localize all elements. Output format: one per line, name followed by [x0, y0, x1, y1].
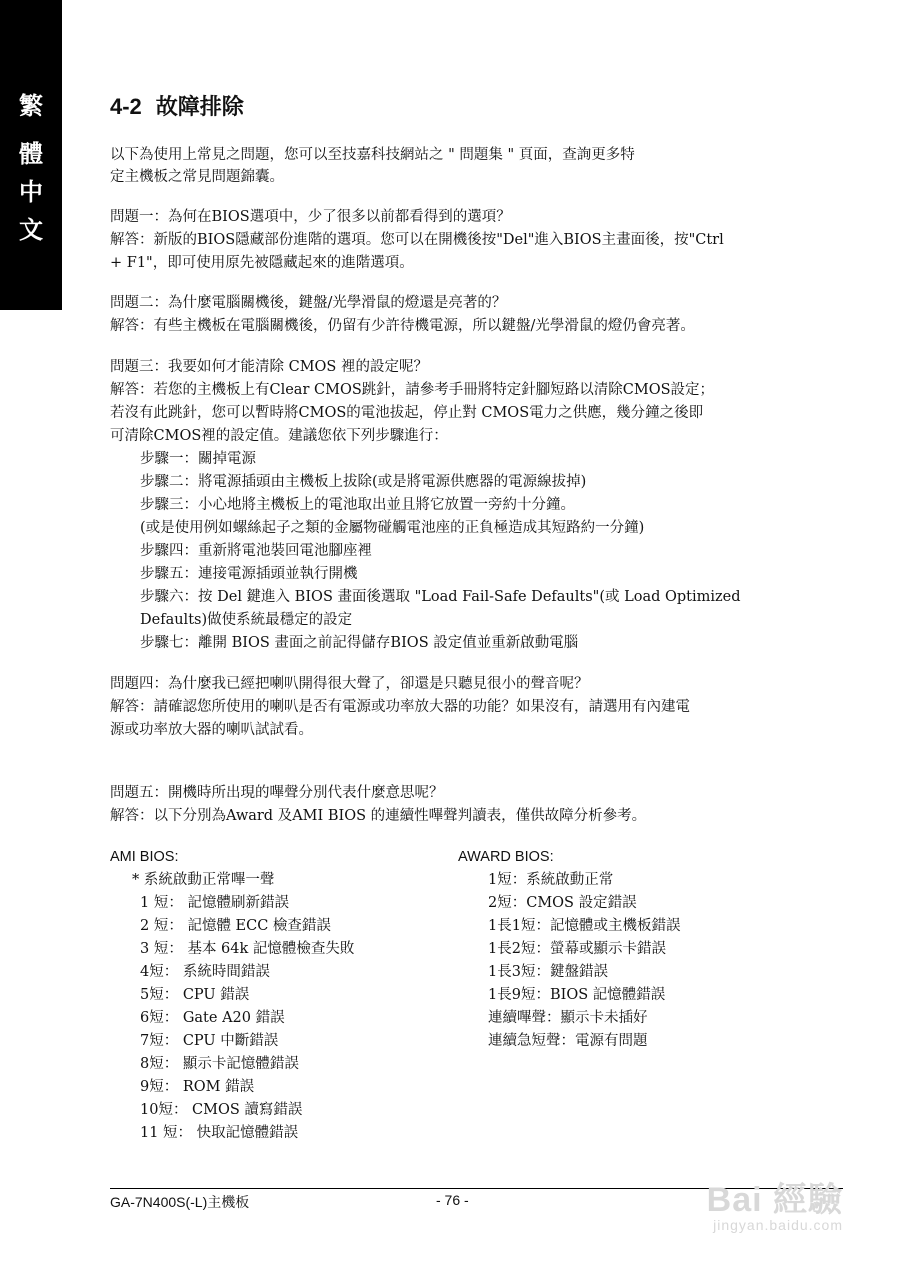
language-tab-char: 繁 [19, 91, 43, 120]
award-beep-code: 連續嗶聲：顯示卡未插好 [488, 1010, 648, 1026]
ami-beep-code: 6短： Gate A20 錯誤 [140, 1010, 285, 1026]
watermark-brand: Bai 經驗 [706, 1181, 843, 1219]
answer-4-line: 解答：請確認您所使用的喇叭是否有電源或功率放大器的功能？如果沒有，請選用有內建電 [110, 699, 690, 715]
step-item: 步驟三：小心地將主機板上的電池取出並且將它放置一旁約十分鐘。 [140, 497, 575, 513]
answer-2-line: 解答：有些主機板在電腦關機後，仍留有少許待機電源，所以鍵盤/光學滑鼠的燈仍會亮著。 [110, 318, 695, 334]
award-beep-code: 2短：CMOS 設定錯誤 [488, 895, 637, 911]
award-beep-code: 1長3短：鍵盤錯誤 [488, 964, 608, 980]
language-tab [0, 0, 62, 310]
award-beep-code: 1長9短：BIOS 記憶體錯誤 [488, 987, 666, 1003]
answer-1-line: + F1"，即可使用原先被隱藏起來的進階選項。 [110, 255, 414, 271]
ami-beep-code: 1 短： 記憶體刷新錯誤 [140, 895, 289, 911]
question-5: 問題五：開機時所出現的嗶聲分別代表什麼意思呢？ [110, 785, 444, 801]
ami-bios-heading: AMI BIOS: [110, 849, 179, 865]
step-item: 步驟四：重新將電池裝回電池腳座裡 [140, 543, 372, 559]
question-1: 問題一：為何在BIOS選項中，少了很多以前都看得到的選項？ [110, 209, 511, 225]
question-4: 問題四：為什麼我已經把喇叭開得很大聲了，卻還是只聽見很小的聲音呢？ [110, 676, 589, 692]
step-item: 步驟五：連接電源插頭並執行開機 [140, 566, 358, 582]
section-title [110, 90, 244, 121]
language-tab-char: 體 [19, 139, 43, 168]
answer-3-line: 可清除CMOS裡的設定值。建議您依下列步驟進行： [110, 428, 448, 444]
award-beep-code: 連續急短聲：電源有問題 [488, 1033, 648, 1049]
ami-beep-code: 2 短： 記憶體 ECC 檢查錯誤 [140, 918, 331, 934]
step-item: 步驟二：將電源插頭由主機板上拔除(或是將電源供應器的電源線拔掉) [140, 474, 587, 490]
intro-line: 定主機板之常見問題錦囊。 [110, 169, 284, 185]
section-title-text: 故障排除 [155, 94, 244, 120]
section-number: 4-2 [110, 94, 142, 119]
award-beep-code: 1長2短：螢幕或顯示卡錯誤 [488, 941, 666, 957]
question-3: 問題三：我要如何才能清除 CMOS 裡的設定呢？ [110, 359, 428, 375]
language-tab-char: 文 [19, 215, 43, 244]
question-2: 問題二：為什麼電腦關機後，鍵盤/光學滑鼠的燈還是亮著的？ [110, 295, 507, 311]
step-item: Defaults)做使系統最穩定的設定 [140, 612, 353, 628]
ami-beep-code: 9短： ROM 錯誤 [140, 1079, 255, 1095]
step-item: 步驟六：按 Del 鍵進入 BIOS 畫面後選取 "Load Fail-Safe Defaults"(或 Load Optimized [140, 589, 741, 605]
baidu-watermark [707, 1172, 843, 1233]
step-item: (或是使用例如螺絲起子之類的金屬物碰觸電池座的正負極造成其短路約一分鐘) [140, 520, 645, 536]
footer-model: GA-7N400S(-L)主機板 [110, 1194, 250, 1210]
answer-1-line: 解答：新版的BIOS隱藏部份進階的選項。您可以在開機後按"Del"進入BIOS主畫面後，按"Ctrl [110, 232, 724, 248]
ami-normal-beep: * 系統啟動正常嗶一聲 [132, 872, 275, 888]
answer-3-line: 若沒有此跳針，您可以暫時將CMOS的電池拔起，停止對 CMOS電力之供應，幾分鐘之後即 [110, 405, 704, 421]
answer-5-line: 解答：以下分別為Award 及AMI BIOS 的連續性嗶聲判讀表，僅供故障分析參考。 [110, 808, 647, 824]
intro-line: 以下為使用上常見之問題，您可以至技嘉科技網站之 " 問題集 " 頁面，查詢更多特 [110, 147, 635, 163]
ami-beep-code: 8短： 顯示卡記憶體錯誤 [140, 1056, 299, 1072]
award-beep-code: 1長1短：記憶體或主機板錯誤 [488, 918, 681, 934]
footer-page-number: - 76 - [436, 1192, 469, 1208]
ami-beep-code: 7短： CPU 中斷錯誤 [140, 1033, 279, 1049]
answer-3-line: 解答：若您的主機板上有Clear CMOS跳針，請參考手冊將特定針腳短路以清除CMOS設定； [110, 382, 715, 398]
step-item: 步驟一：關掉電源 [140, 451, 256, 467]
ami-beep-code: 11 短： 快取記憶體錯誤 [140, 1125, 299, 1141]
ami-beep-code: 10短： CMOS 讀寫錯誤 [140, 1102, 303, 1118]
ami-beep-code: 3 短： 基本 64k 記憶體檢查失敗 [140, 941, 355, 957]
watermark-url: jingyan.baidu.com [713, 1217, 843, 1233]
award-bios-heading: AWARD BIOS: [458, 849, 554, 865]
ami-beep-code: 4短： 系統時間錯誤 [140, 964, 270, 980]
award-beep-code: 1短：系統啟動正常 [488, 872, 614, 888]
step-item: 步驟七：離開 BIOS 畫面之前記得儲存BIOS 設定值並重新啟動電腦 [140, 635, 579, 651]
ami-beep-code: 5短： CPU 錯誤 [140, 987, 250, 1003]
answer-4-line: 源或功率放大器的喇叭試試看。 [110, 722, 313, 738]
language-tab-char: 中 [19, 177, 43, 206]
